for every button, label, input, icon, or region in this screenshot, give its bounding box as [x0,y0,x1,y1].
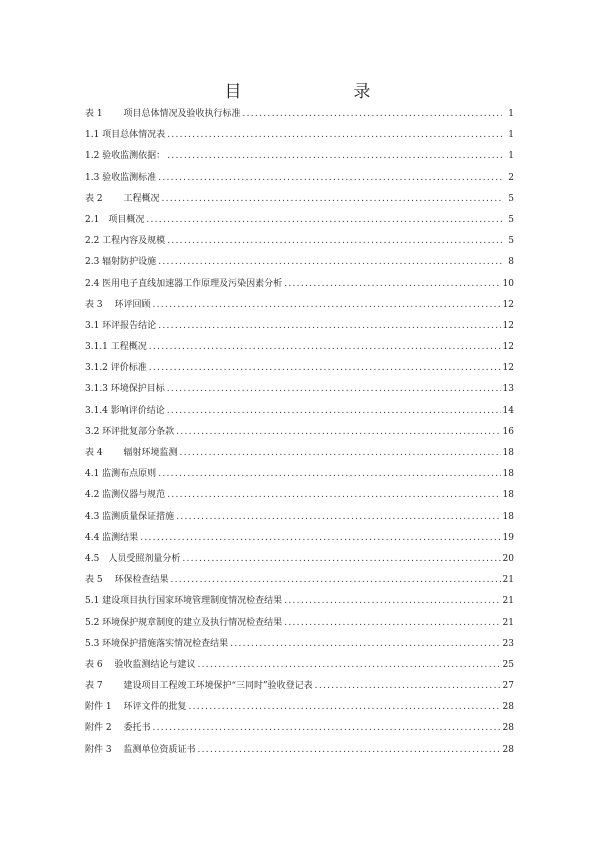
table-of-contents [85,110,514,767]
toc-entry-label: 附件 1 环评文件的批复 [85,702,187,713]
toc-entry-label: 3.2 环评批复部分条款 [85,426,175,437]
toc-entry-label: 1.1 项目总体情况表 [85,130,166,141]
toc-entry-page-number: 21 [502,596,514,607]
toc-entry-page-number: 1 [508,151,514,162]
toc-entry[interactable] [85,301,514,322]
dot-leader [158,174,502,183]
dot-leader [146,216,502,225]
toc-entry-label: 4.4 监测结果 [85,532,139,543]
dot-leader [167,131,502,140]
toc-entry-page-number: 14 [502,405,514,416]
dot-leader [152,724,500,733]
toc-entry-label: 3.1.4 影响评价结论 [85,405,165,416]
toc-entry[interactable] [85,597,514,618]
toc-entry-page-number: 2 [508,172,514,183]
toc-entry-page-number: 5 [508,214,514,225]
toc-entry-label: 3.1 环评报告结论 [85,320,157,331]
toc-entry-label: 2.2 工程内容及规模 [85,236,166,247]
toc-entry-page-number: 12 [502,299,514,310]
toc-entry[interactable] [85,661,514,682]
toc-entry-page-number: 13 [502,384,514,395]
toc-entry-page-number: 1 [508,130,514,141]
dot-leader [176,513,500,522]
toc-entry[interactable] [85,491,514,512]
page-title: 目 录 [224,82,397,102]
toc-entry-label: 表 7 建设项目工程竣工环境保护“三同时”验收登记表 [85,681,313,692]
toc-entry-page-number: 21 [502,617,514,628]
toc-entry-page-number: 12 [502,342,514,353]
toc-entry-label: 3.1.1 工程概况 [85,342,147,353]
toc-entry-label: 4.3 监测质量保证措施 [85,511,175,522]
dot-leader [197,661,500,670]
toc-entry[interactable] [85,216,514,237]
toc-entry[interactable] [85,746,514,767]
toc-entry-page-number: 18 [502,490,514,501]
dot-leader [167,491,500,500]
toc-entry[interactable] [85,343,514,364]
toc-entry[interactable] [85,237,514,258]
dot-leader [182,555,500,564]
toc-entry[interactable] [85,152,514,173]
toc-entry-label: 表 3 环评回顾 [85,299,151,310]
toc-entry-page-number: 18 [502,511,514,522]
toc-entry-label: 2.4 医用电子直线加速器工作原理及污染因素分析 [85,278,283,289]
dot-leader [284,619,500,628]
dot-leader [230,640,500,649]
toc-entry[interactable] [85,555,514,576]
toc-entry-page-number: 28 [502,702,514,713]
dot-leader [242,110,502,119]
toc-entry[interactable] [85,195,514,216]
toc-entry-label: 1.2 验收监测依据： [85,151,166,162]
dot-leader [167,385,501,394]
toc-entry-label: 表 1 项目总体情况及验收执行标准 [85,109,241,119]
dot-leader [284,597,500,606]
toc-entry-page-number: 12 [502,320,514,331]
toc-entry-label: 1.3 验收监测标准 [85,172,157,183]
toc-entry-label: 附件 3 监测单位资质证书 [85,744,196,755]
toc-entry-page-number: 5 [508,236,514,247]
dot-leader [315,682,501,691]
toc-entry[interactable] [85,110,514,131]
dot-leader [158,470,500,479]
dot-leader [284,280,500,289]
toc-entry-page-number: 1 [508,109,514,119]
toc-entry-page-number: 18 [502,469,514,480]
toc-entry-page-number: 25 [502,659,514,670]
toc-entry-label: 5.2 环境保护规章制度的建立及执行情况检查结果 [85,617,283,628]
toc-entry[interactable] [85,513,514,534]
toc-entry-label: 4.1 监测布点原则 [85,469,157,480]
toc-entry-label: 附件 2 委托书 [85,723,151,734]
toc-entry[interactable] [85,407,514,428]
toc-entry-label: 4.2 监测仪器与规范 [85,490,166,501]
dot-leader [158,258,502,267]
toc-entry[interactable] [85,470,514,491]
toc-entry-page-number: 21 [502,575,514,586]
toc-entry[interactable] [85,703,514,724]
toc-entry-label: 3.1.2 评价标准 [85,363,147,374]
toc-entry-page-number: 8 [508,257,514,268]
toc-entry-label: 2.3 辐射防护设施 [85,257,157,268]
toc-entry-label: 4.5 人员受照剂量分析 [85,553,181,564]
toc-entry[interactable] [85,724,514,745]
toc-entry-page-number: 23 [502,638,514,649]
toc-entry[interactable] [85,174,514,195]
toc-entry[interactable] [85,258,514,279]
toc-entry-page-number: 18 [502,448,514,458]
toc-entry-label: 3.1.3 环境保护目标 [85,384,165,395]
toc-entry[interactable] [85,640,514,661]
toc-entry[interactable] [85,449,514,470]
dot-leader [179,449,500,458]
dot-leader [197,746,500,755]
toc-entry-label: 表 4 辐射环境监测 [85,448,178,458]
dot-leader [161,195,502,204]
dot-leader [149,364,501,373]
dot-leader [152,301,500,310]
toc-entry[interactable] [85,385,514,406]
toc-entry[interactable] [85,682,514,703]
toc-entry[interactable] [85,364,514,385]
toc-entry-page-number: 16 [502,426,514,437]
dot-leader [167,152,502,161]
dot-leader [188,703,500,712]
dot-leader [167,407,501,416]
toc-entry-label: 5.1 建设项目执行国家环境管理制度情况检查结果 [85,596,283,607]
toc-entry-label: 表 5 环保检查结果 [85,575,169,586]
toc-entry-page-number: 12 [502,363,514,374]
dot-leader [170,576,500,585]
toc-entry[interactable] [85,534,514,555]
dot-leader [167,237,502,246]
toc-entry-label: 2.1 项目概况 [85,214,145,225]
dot-leader [158,322,500,331]
toc-entry[interactable] [85,280,514,301]
toc-entry-page-number: 28 [502,744,514,755]
toc-entry-page-number: 10 [502,278,514,289]
toc-entry[interactable] [85,131,514,152]
toc-entry-page-number: 19 [502,532,514,543]
toc-entry[interactable] [85,619,514,640]
toc-entry-label: 5.3 环境保护措施落实情况检查结果 [85,638,229,649]
dot-leader [176,428,500,437]
toc-entry[interactable] [85,576,514,597]
toc-entry-page-number: 28 [502,723,514,734]
toc-entry-page-number: 20 [502,553,514,564]
toc-entry-page-number: 27 [502,681,514,692]
toc-entry[interactable] [85,322,514,343]
toc-entry-label: 表 6 验收监测结论与建议 [85,659,196,670]
dot-leader [140,534,500,543]
toc-entry-page-number: 5 [508,193,514,204]
toc-entry-label: 表 2 工程概况 [85,193,160,204]
dot-leader [149,343,501,352]
toc-entry[interactable] [85,428,514,449]
